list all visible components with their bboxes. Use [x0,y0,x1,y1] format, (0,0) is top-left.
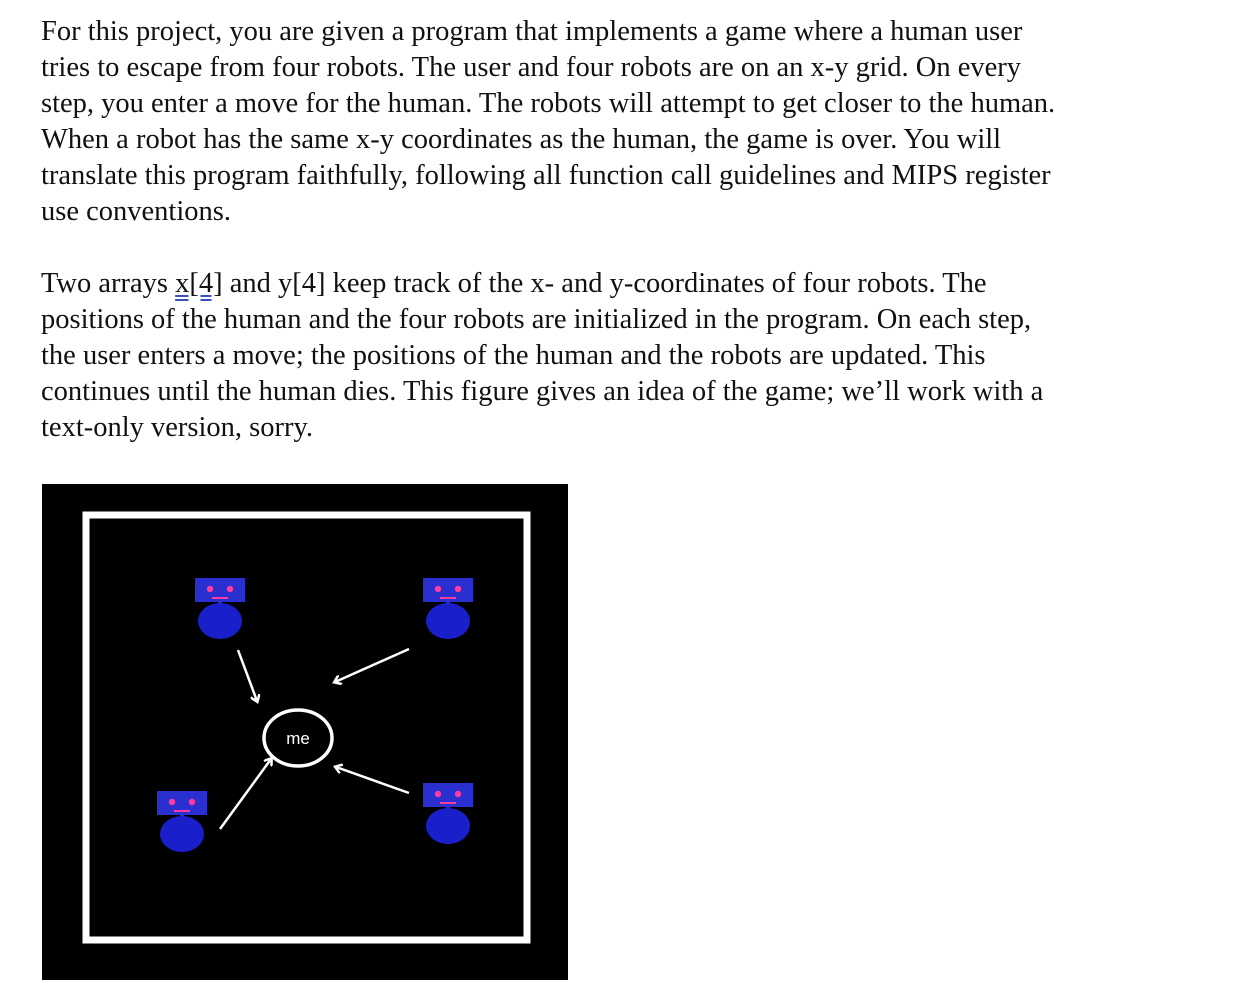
intro-line: translate this program faithfully, following all function call guidelines and MIPS register [41,160,1051,191]
robot-bottom-right [423,783,473,844]
robot-top-left [195,578,245,639]
intro-line: use conventions. [41,196,231,227]
arrays-line [41,266,1221,302]
arrow-from-bottom-right [336,767,409,793]
robot-top-right [423,578,473,639]
arrays-line: text-only version, sorry. [41,412,314,443]
arrays-line-prefix: Two arrays [41,268,176,299]
arrays-line: the user enters a move; the positions of the human and the robots are updated. This [41,340,986,371]
arrow-from-top-left [238,650,257,701]
arrays-line-suffix: and y[4] keep track of the x- and y-coordinates of four robots. The [222,268,987,299]
intro-line: tries to escape from four robots. The user and four robots are on an x-y grid. On every [41,52,1022,83]
intro-paragraph [41,14,1221,230]
intro-line: step, you enter a move for the human. The robots will attempt to get closer to the human. [41,88,1056,119]
human-label: me [286,729,310,748]
arrow-from-top-right [335,649,409,682]
arrays-paragraph [41,266,1221,446]
game-figure [42,484,568,980]
arrays-line: continues until the human dies. This figure gives an idea of the game; we’ll work with a [41,376,1044,407]
game-figure-svg [42,484,568,980]
arrow-from-bottom-left [220,759,271,829]
intro-line: For this project, you are given a program that implements a game where a human user [41,16,1023,47]
robot-bottom-left [157,791,207,852]
intro-line: When a robot has the same x-y coordinates as the human, the game is over. You will [41,124,1002,155]
array-x-reference: x[4] [175,268,223,299]
arrays-line: positions of the human and the four robots are initialized in the program. On each step, [41,304,1032,335]
